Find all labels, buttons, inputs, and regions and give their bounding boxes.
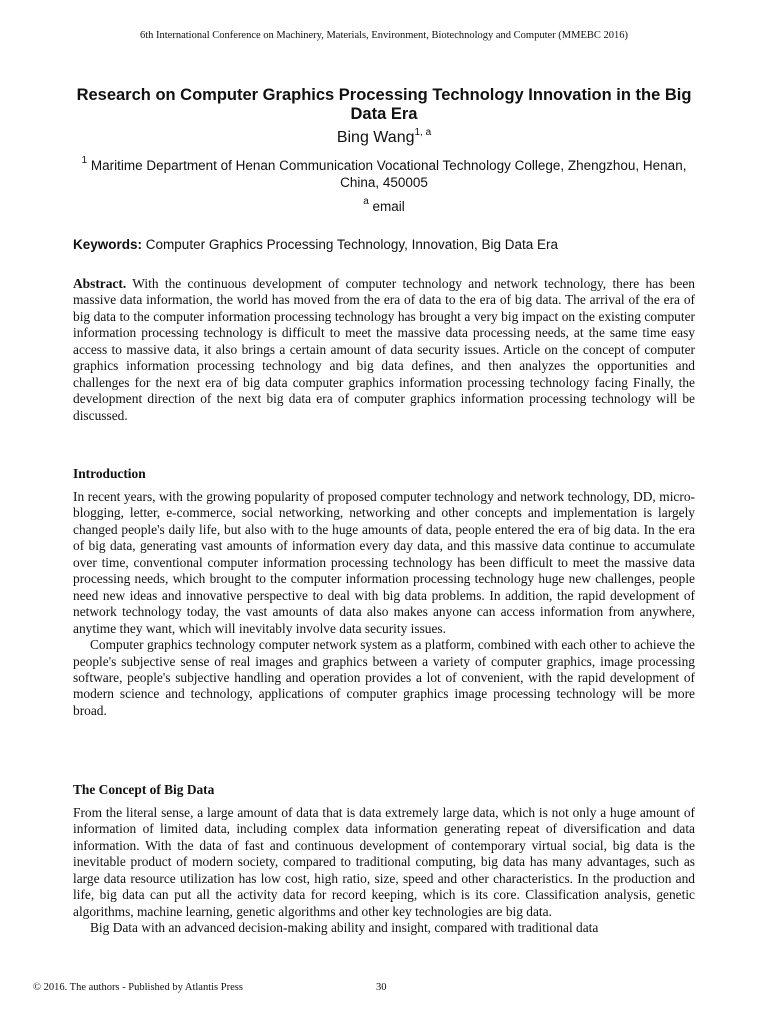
abstract-label: Abstract. — [73, 276, 127, 291]
abstract-text: With the continuous development of computer technology and network technology, there has been massive data information, the world has moved from the era of data to the era of big data. The arrival of the era of big data to the computer information processing technology has brought a very big impact on the existing computer information processing technology is difficult to meet the massive data processing needs, at the same time easy access to massive data, it also brings a certain amount of data security issues. Article on the concept of computer graphics information processing technology and big data defines, and then analyzes the opportunities and challenges for the next era of big data computer graphics information processing technology facing Finally, the development direction of the next big data era of computer graphics information processing technology will be discussed. — [73, 276, 695, 423]
concept-body — [73, 805, 695, 937]
email-text: email — [372, 199, 405, 214]
keywords — [73, 237, 695, 252]
footer-copyright: © 2016. The authors - Published by Atlantis Press — [33, 982, 243, 993]
author-name: Bing Wang — [336, 129, 415, 146]
introduction-paragraph: In recent years, with the growing popularity of proposed computer technology and network technology, DD, micro-blogging, letter, e-commerce, social networking, networking and other concepts and implementation is largely changed people's daily life, but also with to the huge amounts of data, people entered the era of big data. In the era of big data, generating vast amounts of information every day data, and this massive data continue to accumulate over time, conventional computer information processing technology has been difficult to meet the massive data processing needs, which brought to the computer information processing technology huge new challenges, people need new ideas and innovative perspective to deal with big data problems. In addition, the rapid development of network technology today, the vast amounts of data also makes anyone can access information from anywhere, anytime they want, which will inevitably involve data security issues. — [73, 489, 695, 636]
email-superscript: a — [363, 196, 369, 207]
email-line — [0, 196, 768, 214]
conference-header: 6th International Conference on Machinery, Materials, Environment, Biotechnology and Computer (MMEBC 2016) — [139, 30, 629, 41]
concept-paragraph: Big Data with an advanced decision-making ability and insight, compared with traditional data — [90, 920, 599, 936]
keywords-label: Keywords: — [73, 237, 143, 252]
introduction-heading: Introduction — [73, 466, 146, 481]
paper-title: Research on Computer Graphics Processing Technology Innovation in the Big Data Era — [76, 86, 692, 123]
author-line — [0, 129, 768, 147]
abstract — [73, 276, 695, 424]
introduction-body — [73, 489, 695, 719]
page-number: 30 — [376, 982, 387, 993]
introduction-paragraph: Computer graphics technology computer network system as a platform, combined with each other to achieve the people's subjective sense of real images and graphics between a variety of computer graphics, image processing software, people's subjective handling and operation provides a lot of convenient, with the rapid development of modern science and technology, applications of computer graphics image processing technology will be more broad. — [73, 637, 695, 718]
affiliation — [80, 157, 688, 191]
keywords-text: Computer Graphics Processing Technology, Innovation, Big Data Era — [145, 237, 559, 252]
author-superscript: 1, a — [414, 127, 432, 138]
concept-heading: The Concept of Big Data — [73, 782, 215, 797]
concept-paragraph: From the literal sense, a large amount of data that is data extremely large data, which is not only a huge amount of information of limited data, including complex data information generating repeat of diversification and data information. With the data of fast and continuous development of contemporary virtual social, big data is the inevitable product of modern society, compared to traditional computing, big data has many advantages, such as large data resource utilization has low cost, high ratio, size, speed and other characteristics. In the production and life, big data can put all the activity data for record keeping, which is its core. Classification analysis, genetic algorithms, machine learning, genetic algorithms and other key technologies are big data. — [73, 805, 695, 919]
affiliation-superscript: 1 — [81, 155, 88, 166]
affiliation-text: Maritime Department of Henan Communication Vocational Technology College, Zhengzhou, Henan, China, 450005 — [90, 158, 687, 190]
